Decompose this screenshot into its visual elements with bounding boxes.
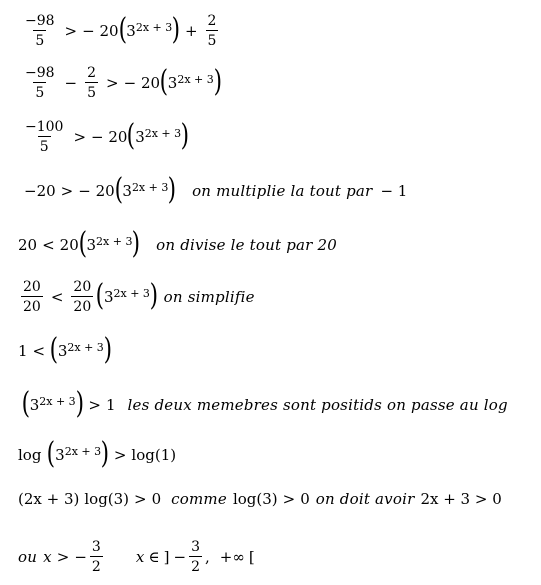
step-9: log ( 3 $^{2x + 3}$ ) > log(1) [18, 436, 177, 471]
fraction: $\frac{20}{20}$ [73, 279, 92, 315]
step-4: −20 > − 20 ( 3 $^{2x + 3}$ ) on multiplie la tout par − 1 [24, 172, 408, 207]
fraction: $\frac{3}{2}$ [191, 539, 200, 575]
fraction: $\frac{3}{2}$ [91, 539, 101, 575]
step-5: 20 < 20 ( 3 $^{2x + 3}$ ) on divise le tout par 20 [18, 226, 337, 261]
fraction: $\frac{-98}{5}$ [25, 13, 55, 49]
step-6: $\frac{20}{20}$ < $\frac{20}{20}$ ( 3 $^{2x + 3}$ ) on simplifie [23, 278, 255, 315]
step-7: 1 < ( 3 $^{2x + 3}$ ) [18, 332, 112, 367]
fraction: $\frac{2}{5}$ [87, 65, 97, 101]
step-3: $\frac{-100}{5}$ > − 20 ( 3 $^{2x + 3}$ ) [25, 118, 190, 155]
fraction: $\frac{2}{5}$ [207, 13, 217, 49]
fraction: $\frac{20}{20}$ [23, 279, 41, 315]
step-8: ( 3 $^{2x + 3}$ ) > 1 les deux memebres sont positids on passe au log [21, 386, 508, 421]
fraction: $\frac{-98}{5}$ [25, 65, 55, 101]
step-11: ou x > − $\frac{3}{2}$ x ∈ ] − $\frac{3}{2}$ , +∞ [ [18, 539, 255, 575]
fraction: $\frac{-100}{5}$ [25, 119, 64, 155]
step-1: $\frac{-98}{5}$ > − 20 ( 3 $^{2x + 3}$ ) + $\frac{2}{5}$ [25, 12, 217, 49]
step-10: (2x + 3) log(3) > 0 comme log(3) > 0 on doit avoir 2x + 3 > 0 [18, 490, 502, 508]
step-2: $\frac{-98}{5}$ − $\frac{2}{5}$ > − 20 ( 3 $^{2x + 3}$ ) [25, 64, 222, 101]
